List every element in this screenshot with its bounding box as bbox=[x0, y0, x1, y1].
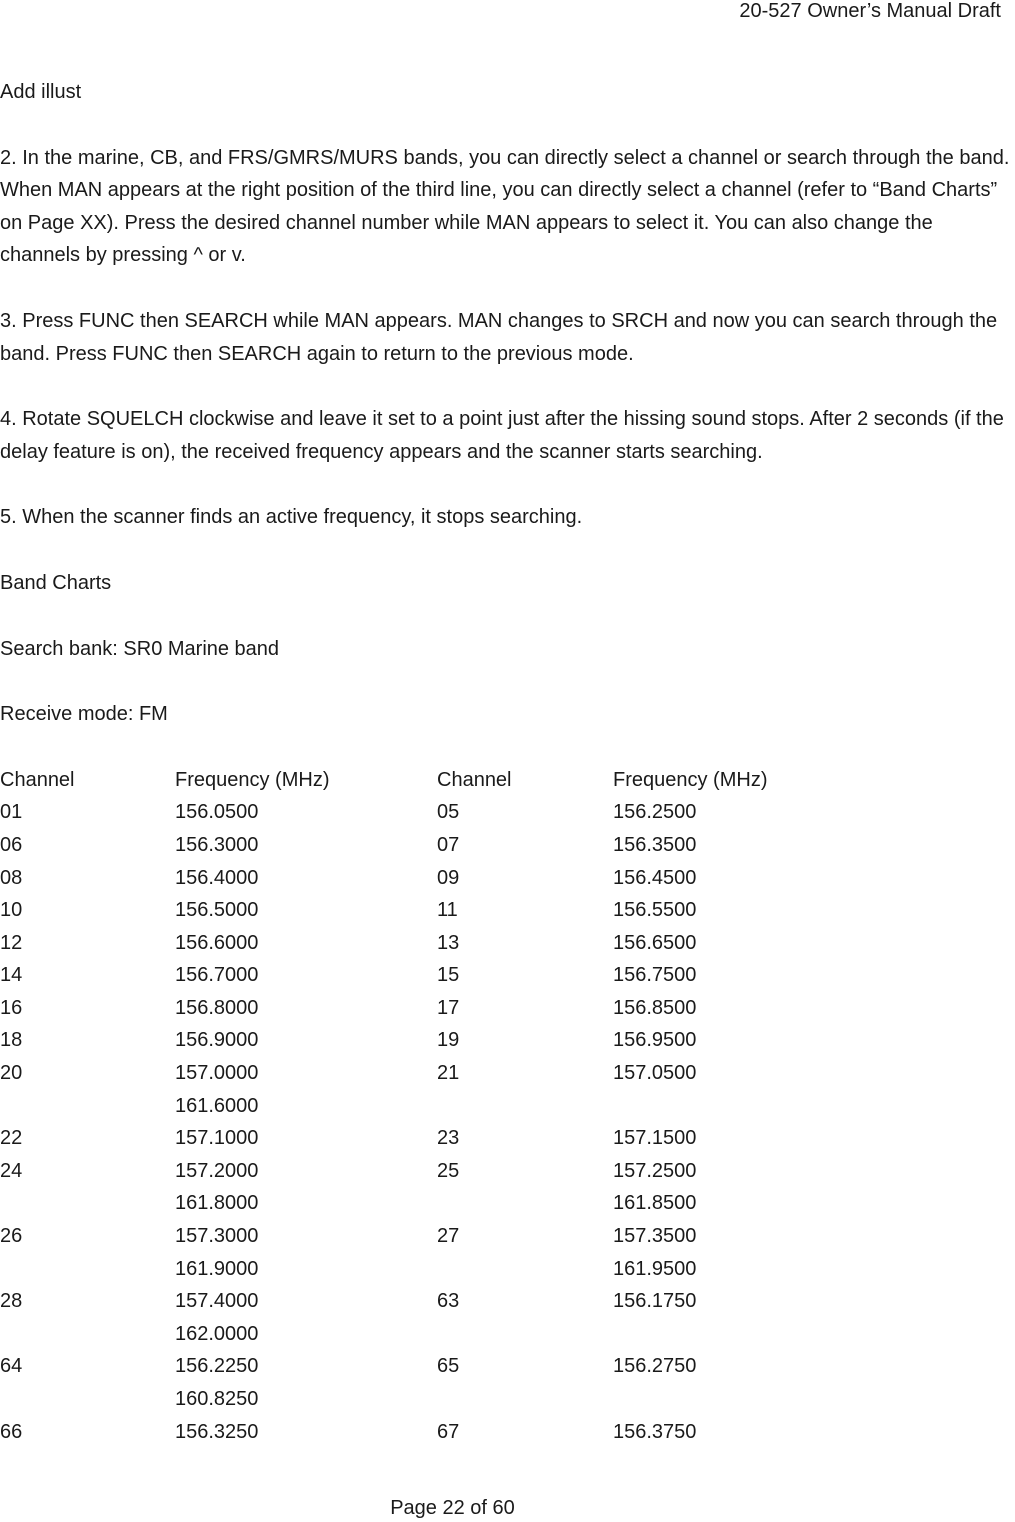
frequency-cell: 156.6500 bbox=[613, 931, 697, 954]
frequency-cell bbox=[613, 1090, 813, 1123]
illustration-note: Add illust bbox=[0, 81, 82, 103]
frequency-cell: 161.8000 bbox=[175, 1192, 259, 1215]
frequency-cell: 156.8000 bbox=[175, 996, 259, 1019]
channel-cell: 16 bbox=[0, 996, 23, 1019]
frequency-cell: 156.4500 bbox=[613, 866, 697, 889]
column-header-frequency-2: Frequency (MHz) bbox=[613, 768, 768, 791]
table-row bbox=[0, 1416, 813, 1449]
frequency-cell: 157.3000 bbox=[175, 1225, 259, 1248]
table-row bbox=[0, 796, 813, 829]
column-header-channel-2: Channel bbox=[437, 768, 512, 791]
channel-cell: 65 bbox=[437, 1355, 460, 1378]
table-row bbox=[0, 1024, 813, 1057]
frequency-cell: 156.8500 bbox=[613, 996, 697, 1019]
table-row bbox=[0, 1187, 813, 1220]
frequency-cell: 161.9500 bbox=[613, 1257, 697, 1280]
channel-cell: 28 bbox=[0, 1290, 23, 1313]
channel-cell: 12 bbox=[0, 931, 23, 954]
table-row bbox=[0, 959, 813, 992]
frequency-cell: 156.3750 bbox=[613, 1420, 697, 1443]
band-charts-heading: Band Charts bbox=[0, 571, 112, 594]
table-row bbox=[0, 992, 813, 1025]
frequency-cell: 161.9000 bbox=[175, 1257, 259, 1280]
frequency-cell: 162.0000 bbox=[175, 1322, 259, 1345]
search-bank-line: Search bank: SR0 Marine band bbox=[0, 637, 280, 660]
receive-mode-line: Receive mode: FM bbox=[0, 703, 168, 726]
frequency-cell: 156.5000 bbox=[175, 899, 259, 922]
page-number: Page 22 of 60 bbox=[390, 1497, 515, 1519]
channel-cell: 26 bbox=[0, 1225, 23, 1248]
frequency-cell: 156.3000 bbox=[175, 833, 259, 856]
frequency-cell: 156.6000 bbox=[175, 931, 259, 954]
page-body bbox=[0, 76, 1015, 1448]
channel-cell: 18 bbox=[0, 1029, 23, 1052]
table-body bbox=[0, 796, 813, 1448]
step-4-paragraph: 4. Rotate SQUELCH clockwise and leave it set to a point just after the hissing sound stops. After 2 seconds (if the delay feature is on), the received frequency appears and the scanner starts searching. bbox=[0, 408, 1004, 463]
table-header-row bbox=[0, 764, 813, 797]
frequency-cell: 161.8500 bbox=[613, 1192, 697, 1215]
channel-cell bbox=[0, 1253, 175, 1286]
step-5-paragraph: 5. When the scanner finds an active frequency, it stops searching. bbox=[0, 506, 583, 529]
channel-cell: 67 bbox=[437, 1420, 460, 1443]
channel-cell bbox=[0, 1318, 175, 1351]
frequency-cell: 156.0500 bbox=[175, 801, 259, 824]
frequency-cell: 157.0500 bbox=[613, 1062, 697, 1085]
frequency-cell: 157.2000 bbox=[175, 1159, 259, 1182]
channel-cell: 17 bbox=[437, 996, 460, 1019]
column-header-channel-1: Channel bbox=[0, 768, 75, 791]
channel-cell bbox=[437, 1253, 613, 1286]
channel-cell: 19 bbox=[437, 1029, 460, 1052]
channel-cell bbox=[437, 1090, 613, 1123]
frequency-cell: 156.3250 bbox=[175, 1420, 259, 1443]
channel-cell: 21 bbox=[437, 1062, 460, 1085]
channel-cell bbox=[0, 1383, 175, 1416]
table-row bbox=[0, 894, 813, 927]
channel-cell bbox=[437, 1187, 613, 1220]
frequency-cell: 157.1500 bbox=[613, 1127, 697, 1150]
column-header-frequency-1: Frequency (MHz) bbox=[175, 768, 330, 791]
frequency-cell: 160.8250 bbox=[175, 1388, 259, 1410]
marine-band-table bbox=[0, 764, 813, 1448]
channel-cell: 06 bbox=[0, 833, 23, 856]
channel-cell: 09 bbox=[437, 866, 460, 889]
channel-cell bbox=[437, 1383, 613, 1416]
table-row bbox=[0, 1318, 813, 1351]
channel-cell: 08 bbox=[0, 866, 23, 889]
channel-cell: 27 bbox=[437, 1225, 460, 1248]
frequency-cell: 157.4000 bbox=[175, 1290, 259, 1313]
channel-cell: 10 bbox=[0, 899, 23, 922]
frequency-cell: 157.0000 bbox=[175, 1062, 259, 1085]
channel-cell bbox=[0, 1090, 175, 1123]
channel-cell: 07 bbox=[437, 833, 460, 856]
table-row bbox=[0, 862, 813, 895]
table-row bbox=[0, 1122, 813, 1155]
document-header: 20-527 Owner’s Manual Draft bbox=[739, 0, 1001, 22]
channel-cell: 23 bbox=[437, 1127, 460, 1150]
frequency-cell: 156.3500 bbox=[613, 833, 697, 856]
channel-cell: 13 bbox=[437, 931, 460, 954]
table-row bbox=[0, 1253, 813, 1286]
channel-cell: 01 bbox=[0, 801, 23, 824]
channel-cell: 24 bbox=[0, 1159, 23, 1182]
frequency-cell: 157.3500 bbox=[613, 1225, 697, 1248]
frequency-cell: 156.5500 bbox=[613, 899, 697, 922]
channel-cell bbox=[437, 1318, 613, 1351]
step-3-paragraph: 3. Press FUNC then SEARCH while MAN appears. MAN changes to SRCH and now you can search through the band. Press FUNC then SEARCH again to return to the previous mode. bbox=[0, 309, 998, 365]
frequency-cell: 156.2250 bbox=[175, 1355, 259, 1378]
channel-cell: 20 bbox=[0, 1062, 23, 1085]
frequency-cell: 156.9500 bbox=[613, 1029, 697, 1052]
channel-cell: 22 bbox=[0, 1127, 23, 1150]
frequency-cell: 157.2500 bbox=[613, 1159, 697, 1182]
table-row bbox=[0, 1220, 813, 1253]
frequency-cell: 156.2750 bbox=[613, 1355, 697, 1378]
table-row bbox=[0, 927, 813, 960]
frequency-cell: 156.1750 bbox=[613, 1290, 697, 1313]
channel-cell: 15 bbox=[437, 964, 460, 987]
table-row bbox=[0, 1285, 813, 1318]
table-row bbox=[0, 1090, 813, 1123]
channel-cell: 11 bbox=[437, 899, 458, 922]
frequency-cell: 157.1000 bbox=[175, 1127, 259, 1150]
channel-cell bbox=[0, 1187, 175, 1220]
channel-cell: 14 bbox=[0, 964, 23, 987]
table-row bbox=[0, 1057, 813, 1090]
table-row bbox=[0, 829, 813, 862]
frequency-cell: 156.7500 bbox=[613, 964, 697, 987]
table-row bbox=[0, 1383, 813, 1416]
table-row bbox=[0, 1155, 813, 1188]
frequency-cell bbox=[613, 1383, 813, 1416]
channel-cell: 63 bbox=[437, 1290, 460, 1313]
frequency-cell: 156.7000 bbox=[175, 964, 259, 987]
frequency-cell: 156.2500 bbox=[613, 801, 697, 824]
channel-cell: 05 bbox=[437, 801, 460, 824]
frequency-cell bbox=[613, 1318, 813, 1351]
channel-cell: 25 bbox=[437, 1159, 460, 1182]
table-row bbox=[0, 1350, 813, 1383]
channel-cell: 64 bbox=[0, 1355, 23, 1378]
channel-cell: 66 bbox=[0, 1420, 23, 1443]
frequency-cell: 156.4000 bbox=[175, 866, 259, 889]
step-2-paragraph: 2. In the marine, CB, and FRS/GMRS/MURS bands, you can directly select a channel or search through the band. When MAN appears at the right position of the third line, you can directly select a channel (refer to “Band Charts” on Page XX). Press the desired channel number while MAN appears to select it. You can also change the channels by pressing ^ or v. bbox=[0, 146, 1010, 267]
frequency-cell: 156.9000 bbox=[175, 1029, 259, 1052]
frequency-cell: 161.6000 bbox=[175, 1094, 259, 1117]
